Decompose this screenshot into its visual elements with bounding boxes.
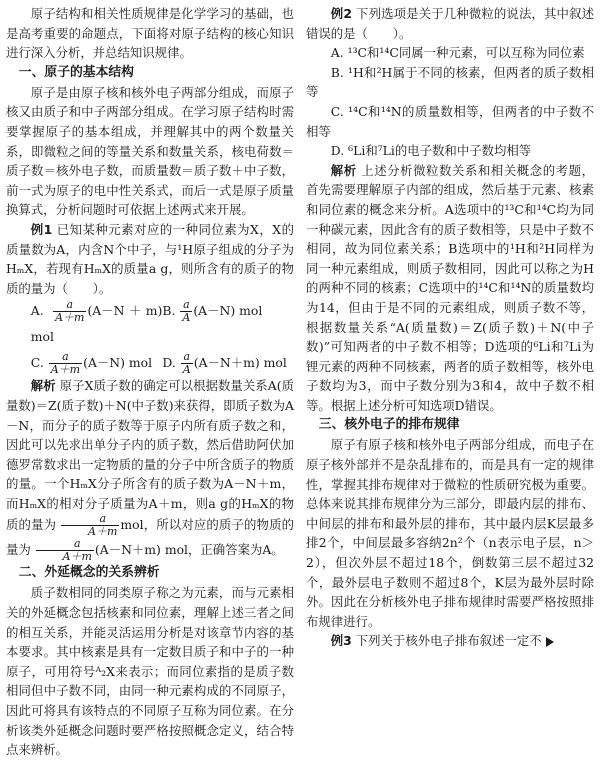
section-heading-3: 三、核外电子的排布规律: [318, 417, 460, 433]
intro-paragraph: 原子结构和相关性质规律是化学学习的基础，也是高考重要的命题点，下面将对原子结构的核心知识进行深入分析，并总结知识规律。: [6, 6, 294, 61]
example-2-option-c: C. ¹⁴C和¹⁴N的质量数相等，但两者的中子数不相等: [306, 103, 594, 139]
choice-b: B. $\frac{a}{A}$ (A－N) mol: [162, 298, 263, 325]
analysis-tag: 解析: [330, 162, 357, 178]
continue-arrow-icon: [546, 637, 554, 647]
example-2-option-b: B. ¹H和²H属于不同的核素，但两者的质子数相等: [306, 64, 594, 100]
example-2-option-d: D. ⁶Li和⁷Li的电子数和中子数均相等: [330, 143, 532, 159]
fraction: $\frac{a}{A}$: [182, 350, 191, 377]
fraction: $\frac{a}{A+m}$: [36, 538, 94, 563]
section-heading-2: 二、外延概念的关系辨析: [18, 565, 160, 581]
example-3-question: 例3 下列关于核外电子排布叙述一定不: [306, 631, 594, 651]
right-column: [306, 4, 594, 760]
analysis-tag: 解析: [30, 378, 56, 394]
example-1-tag: 例1: [30, 221, 53, 237]
fraction: $\frac{a}{A+m}$: [50, 350, 81, 377]
left-column: [6, 4, 294, 760]
example-1-question: [6, 220, 294, 298]
section-3-paragraph: 原子有原子核和核外电子两部分组成，而电子在原子核外部并不是杂乱排布的，而是具有一定的规律性，掌握其排布规律对于微粒的性质研究极为重要。总体来说其排布规律分为三部分，即最内层的排布、中间层的排布和最外层的排布，其中最内层K层最多排2个，中间层最多容纳2n²个（n表示电子层，n＞2），但次外层不超过18个，倒数第三层不超过32个，最外层电子数则不超过8个，K层为最外层时除外。因此在分析核外电子排布规律时需要严格按照排布规律进行。: [306, 437, 594, 629]
section-1-paragraph: 原子是由原子核和核外电子两部分组成，而原子核又由质子和中子两部分组成。在学习原子结构时需要掌握原子的基本组成，并理解其中的两个数量关系，即微粒之间的等量关系和数量关系，核电荷数＝质子数＝核外电子数，而质量数＝质子数＋中子数，前一式为原子的电中性关系式，而后一式是原子质量换算式，分析问题时可依据上述两式来开展。: [6, 84, 294, 218]
example-2-tag: 例2: [330, 6, 352, 21]
two-column-layout: [6, 4, 594, 760]
fraction: $\frac{a}{A+m}$: [55, 298, 85, 325]
section-2-paragraph: 质子数相同的同类原子称之为元素，而与元素相关的外延概念包括核素和同位素，理解上述三者之间的相互关系，并能灵活运用分析是对该章节内容的基本要求。其中核素是具有一定数目质子和中子的一种原子，可用符号ᴬ₂X来表示；而同位素指的是质子数相同但中子数不同，由同一种元素构成的不同原子，因此可将具有该特点的不同原子互称为同位素。在分析该类外延概念问题时要严格按照概念定义，结合特点来辨析。: [6, 585, 294, 758]
example-2-option-a: A. ¹³C和¹⁴C同属一种元素，可以互称为同位素: [330, 45, 585, 61]
choice-c: C. $\frac{a}{A+m}$ (A－N) mol: [30, 350, 153, 377]
choice-d: D. $\frac{a}{A}$ (A－N＋m) mol: [162, 350, 287, 377]
example-1-analysis: 解析 原子X质子数的确定可以根据数量关系A(质量数)＝Z(质子数)＋N(中子数)来获得，即质子数为A－N，而分子的质子数等于原子内所有质子数之和，因此可以先求出单分子内的质子数，然后借助阿伏加德罗常数求出一定物质的量的分子中所含质子的物质的量。一个HₘX分子所含有的质子数为A－N＋m，而HₘX的相对分子质量为A＋m，则a g的HₘX的物质的量为 $\frac{a}{A+m}$ mol，所以对应的质子的物质的量为 $\frac{a}{A+m}$ (A－N＋m) mol，正确答案为A。: [6, 378, 294, 564]
section-heading-1: 一、原子的基本结构: [18, 64, 134, 80]
fraction: $\frac{a}{A}$: [182, 298, 191, 325]
example-3-tag: 例3: [330, 633, 352, 649]
example-1-text: 已知某种元素对应的一种同位素为X，X的质量数为A，内含N个中子，与¹H原子组成的分子为HₘX，若现有HₘX的质量a g，则所含有的质子的物质的量为（ ）。: [6, 221, 294, 296]
example-1-choices: [6, 298, 294, 376]
example-2-question: 例2 下列选项是关于几种微粒的说法，其中叙述错误的是（ ）。: [306, 6, 594, 41]
choice-a: A. $\frac{a}{A+m}$ (A－N＋m) mol: [30, 298, 163, 345]
fraction: $\frac{a}{A+m}$: [61, 513, 119, 538]
example-2-analysis: 解析 上述分析微粒数关系和相关概念的考题，首先需要理解原子内部的组成，然后基于元素、核素和同位素的概念来分析。A选项中的¹³C和¹⁴C均为同一种碳元素，因此含有的质子数相等，只是中子数不相同，故为同位素关系；B选项中的¹H和²H同样为同一种元素组成，则质子数相同，因此可以称之为H的两种不同的核素；C选项中的¹⁴C和¹⁴N的质量数均为14，但由于是不同的元素组成，则质子数不等，根据数量关系“A(质量数)＝Z(质子数)＋N(中子数)”可知两者的中子数不相等；D选项的⁶Li和⁷Li为锂元素的两种不同核素，两者的质子数相等，核外电子数均为3，而中子数分别为3和4，故中子数不相等。根据上述分析可知选项D错误。: [306, 162, 595, 413]
